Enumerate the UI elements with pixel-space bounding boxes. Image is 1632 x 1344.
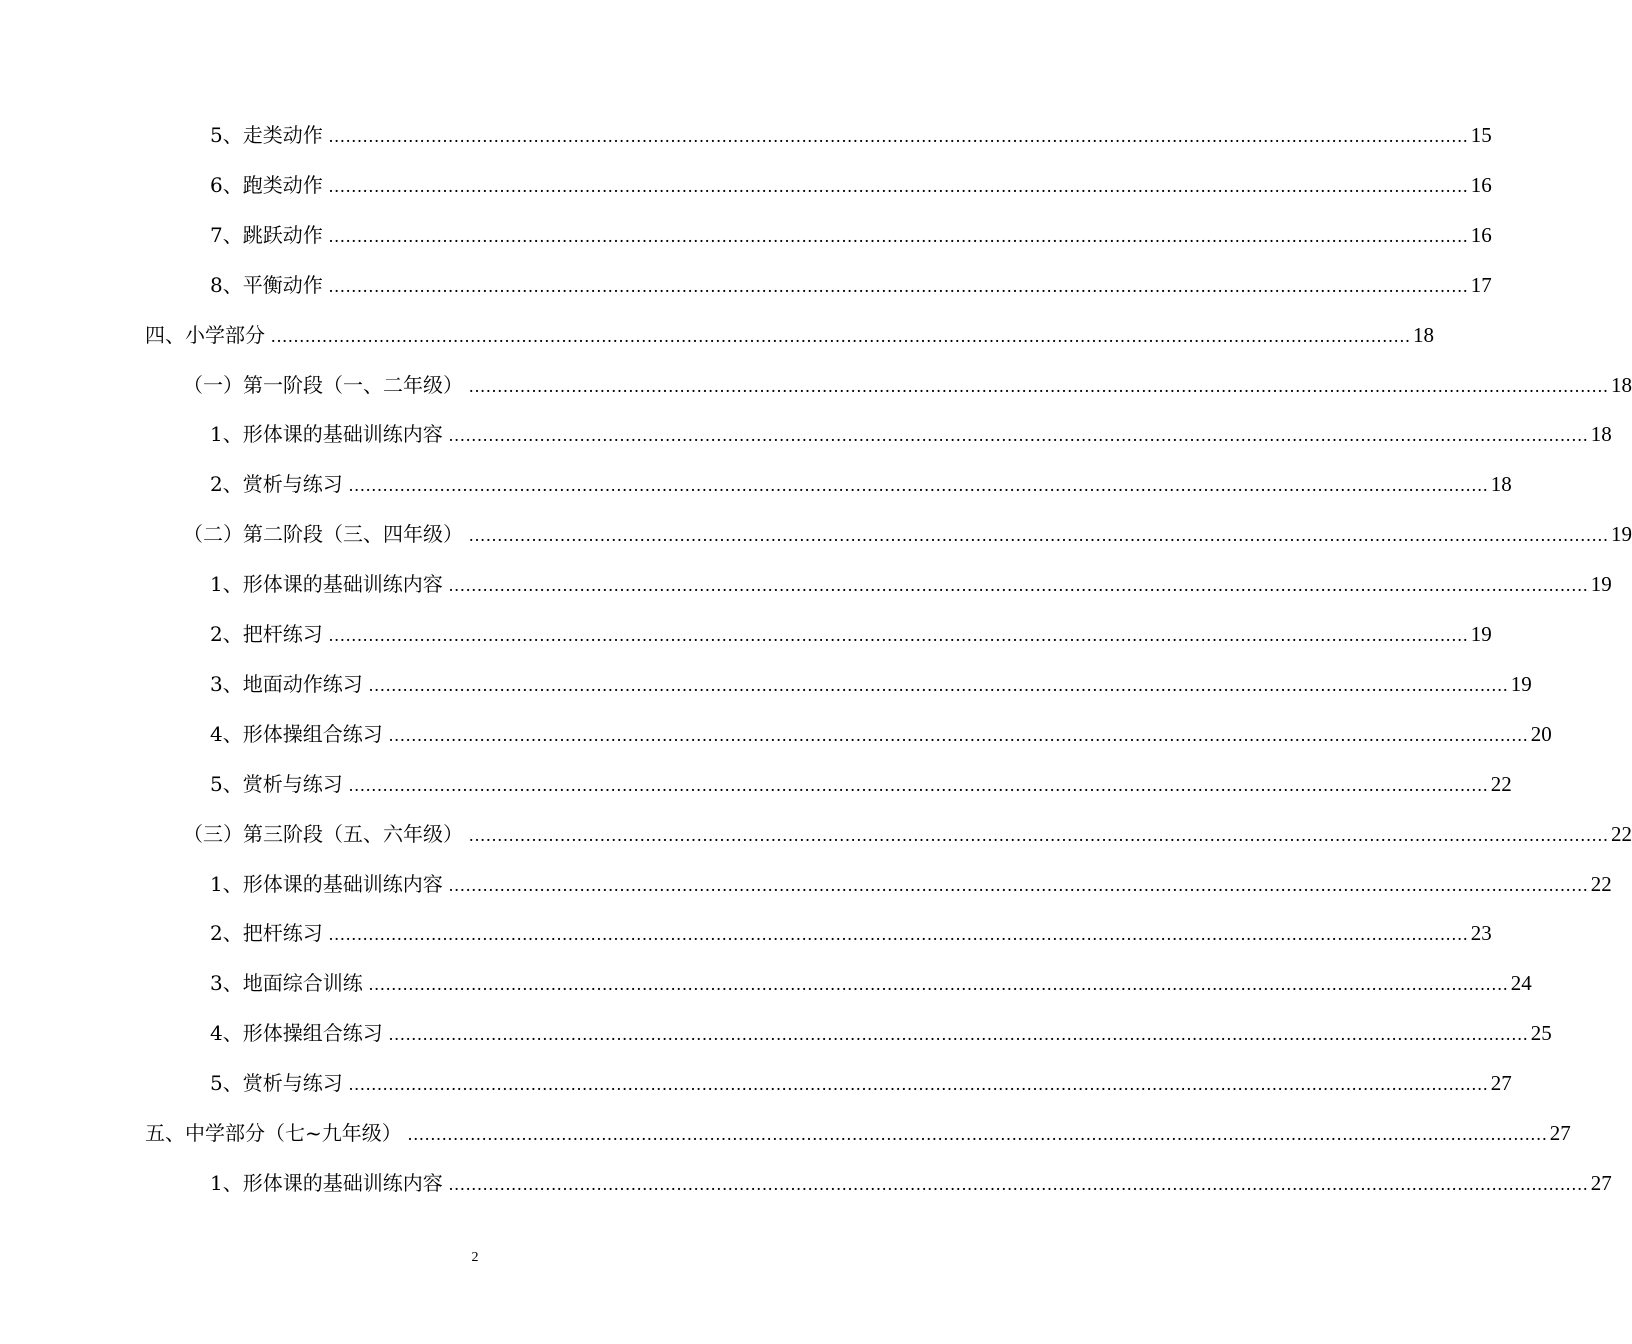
toc-entry[interactable] [210, 769, 1512, 799]
toc-entry[interactable] [183, 370, 1632, 400]
toc-entry[interactable] [210, 170, 1492, 200]
page-number: 2 [471, 1250, 479, 1265]
toc-entry-title: 2、赏析与练习 [210, 472, 343, 497]
toc-entry-page: 16 [1470, 172, 1492, 197]
toc-dot-leader: ........................................................................................................................................................................................................ [388, 724, 1529, 745]
toc-entry[interactable] [210, 469, 1512, 499]
toc-entry-page: 22 [1611, 821, 1632, 846]
toc-entry[interactable] [183, 519, 1632, 549]
toc-entry[interactable] [210, 569, 1612, 599]
toc-entry-page: 19 [1590, 572, 1612, 597]
toc-entry-page: 16 [1470, 222, 1492, 247]
toc-entry-page: 18 [1490, 472, 1512, 497]
toc-entry-page: 22 [1490, 771, 1512, 796]
toc-entry[interactable] [210, 120, 1492, 150]
toc-entry[interactable] [210, 220, 1492, 250]
toc-entry[interactable] [210, 1168, 1612, 1198]
toc-entry-page: 27 [1490, 1071, 1512, 1096]
toc-entry[interactable] [210, 719, 1552, 749]
toc-dot-leader: ........................................................................................................................................................................................................ [368, 674, 1509, 695]
toc-dot-leader: ........................................................................................................................................................................................................ [328, 625, 1469, 645]
toc-entry-page: 24 [1510, 971, 1532, 996]
toc-dot-leader: ........................................................................................................................................................................................................ [448, 874, 1589, 895]
toc-entry-title: （一）第一阶段（一、二年级） [183, 372, 463, 397]
toc-dot-leader: ........................................................................................................................................................................................................ [448, 425, 1589, 446]
toc-dot-leader: ........................................................................................................................................................................................................ [328, 175, 1469, 196]
toc-dot-leader: ........................................................................................................................................................................................................ [469, 824, 1609, 845]
toc-entry-title: 7、跳跃动作 [210, 222, 323, 247]
toc-entry[interactable] [210, 918, 1492, 948]
toc-entry-title: （二）第二阶段（三、四年级） [183, 522, 463, 547]
toc-entry-title: 1、形体课的基础训练内容 [210, 422, 443, 447]
toc-entry-page: 22 [1590, 871, 1612, 896]
toc-entry-page: 27 [1549, 1121, 1571, 1145]
toc-entry[interactable] [210, 968, 1532, 998]
toc-dot-leader: ........................................................................................................................................................................................................ [469, 525, 1609, 546]
toc-entry-title: 五、中学部分（七~九年级） [145, 1121, 402, 1145]
toc-entry[interactable] [145, 1118, 1571, 1148]
toc-entry-title: 3、地面综合训练 [210, 971, 363, 996]
toc-dot-leader: ........................................................................................................................................................................................................ [448, 1173, 1589, 1194]
toc-entry[interactable] [210, 1068, 1512, 1098]
toc-entry[interactable] [183, 819, 1632, 849]
toc-dot-leader: ........................................................................................................................................................................................................ [271, 325, 1411, 346]
toc-dot-leader: ........................................................................................................................................................................................................ [328, 924, 1469, 945]
toc-dot-leader: ........................................................................................................................................................................................................ [328, 126, 1469, 146]
toc-entry-title: 5、走类动作 [210, 123, 323, 147]
toc-entry-page: 18 [1611, 372, 1632, 397]
toc-entry-page: 17 [1470, 272, 1492, 297]
toc-entry[interactable] [210, 1018, 1552, 1048]
toc-entry[interactable] [210, 619, 1492, 649]
toc-dot-leader: ........................................................................................................................................................................................................ [368, 974, 1509, 995]
toc-dot-leader: ........................................................................................................................................................................................................ [388, 1024, 1529, 1045]
toc-dot-leader: ........................................................................................................................................................................................................ [407, 1124, 1548, 1144]
toc-dot-leader: ........................................................................................................................................................................................................ [328, 275, 1469, 296]
toc-entry-title: （三）第三阶段（五、六年级） [183, 821, 463, 846]
toc-entry-page: 19 [1611, 522, 1632, 547]
toc-entry-page: 23 [1470, 921, 1492, 946]
toc-entry-page: 18 [1590, 422, 1612, 447]
toc-entry-title: 1、形体课的基础训练内容 [210, 871, 443, 896]
toc-dot-leader: ........................................................................................................................................................................................................ [348, 774, 1489, 795]
toc-entry-title: 3、地面动作练习 [210, 671, 363, 696]
toc-entry-title: 5、赏析与练习 [210, 771, 343, 796]
toc-entry-page: 18 [1413, 322, 1434, 347]
toc-entry-page: 20 [1530, 721, 1552, 746]
toc-entry-page: 25 [1530, 1021, 1552, 1046]
toc-entry-title: 4、形体操组合练习 [210, 1021, 383, 1046]
toc-entry-title: 8、平衡动作 [210, 272, 323, 297]
toc-entry-title: 四、小学部分 [145, 322, 265, 347]
toc-entry[interactable] [145, 320, 1434, 350]
toc-entry[interactable] [210, 270, 1492, 300]
toc-entry-title: 2、把杆练习 [210, 622, 323, 646]
toc-dot-leader: ........................................................................................................................................................................................................ [448, 575, 1589, 596]
toc-entry-title: 6、跑类动作 [210, 172, 323, 197]
toc-entry-page: 19 [1510, 671, 1532, 696]
toc-entry-page: 19 [1470, 622, 1492, 646]
toc-entry[interactable] [210, 419, 1612, 449]
toc-entry[interactable] [210, 669, 1532, 699]
toc-entry-title: 2、把杆练习 [210, 921, 323, 946]
toc-entry-title: 1、形体课的基础训练内容 [210, 1170, 443, 1195]
toc-entry-page: 15 [1470, 123, 1492, 147]
toc-entry[interactable] [210, 869, 1612, 899]
toc-entry-title: 4、形体操组合练习 [210, 721, 383, 746]
toc-entry-title: 1、形体课的基础训练内容 [210, 572, 443, 597]
toc-dot-leader: ........................................................................................................................................................................................................ [348, 475, 1489, 496]
toc-entry-page: 27 [1590, 1170, 1612, 1195]
toc-entry-title: 5、赏析与练习 [210, 1071, 343, 1096]
toc-dot-leader: ........................................................................................................................................................................................................ [469, 375, 1609, 396]
toc-dot-leader: ........................................................................................................................................................................................................ [348, 1074, 1489, 1095]
toc-dot-leader: ........................................................................................................................................................................................................ [328, 225, 1469, 246]
